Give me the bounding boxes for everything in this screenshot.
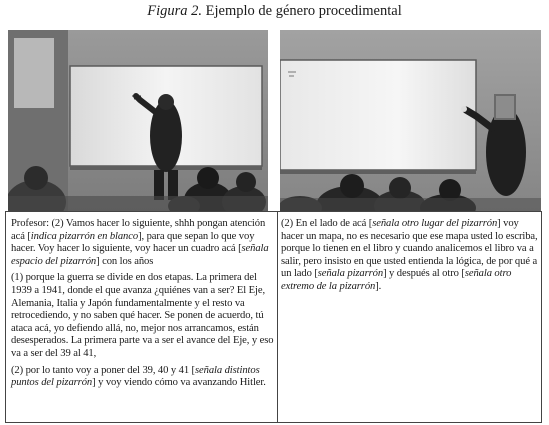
transcript-paragraph [11,365,274,390]
transcript-text: ], para que sepan lo que voy hacer. Voy hacer lo siguiente, voy hacer un cuadro acá [ [11,230,255,255]
stage-direction: señala espacio del pizarrón [11,243,269,267]
transcript-text: (2) por lo tanto voy a poner del 39, 40 y 41 [ [11,364,195,376]
stage-direction: señala pizarrón [317,268,384,280]
transcript-paragraph [11,218,274,268]
classroom-photo-right [280,30,541,211]
stage-direction: indica pizarrón en blanco [30,230,139,242]
transcript-text: (1) porque la guerra se divide en dos etapas. La primera del 1939 a 1941, donde el que avanza ¿quiénes van a ser? El Eje, Alemania, Italia y Japón fundamentalmente y el resto va retrocediendo, y no saben qué hacer. Se ponen de acuerdo, tú ataca acá, yo defiendo allá, no, mejor nos arrancamos, están desesperados. La primera parte va a ser el avance del Eje, y eso va a ser del 39 al 41, [11,272,274,359]
transcript-column-left [11,218,274,394]
stage-direction: señala otro lugar del pizarrón [372,218,498,229]
transcript-text: ]. [375,280,382,292]
figure-label: Figura 2. [147,3,203,19]
transcript-text: ] voy hacer un mapa, no es necesario que ese mapa usted lo escriba, porque lo tienen en el libro y cuando analicemos el libro va a salir, pero insisto en que usted entienda la lógica, de por qué a un lado [ [281,218,538,280]
transcript-text: ] y voy viendo cómo va avanzando Hitler. [92,377,266,389]
transcript-text: (2) En el lado de acá [ [281,218,373,229]
column-divider [277,212,278,422]
figure-title: Ejemplo de género procedimental [205,3,402,19]
stage-direction: señala distintos puntos del pizarrón [11,364,260,389]
stage-direction: señala otro extremo de la pizarrón [281,268,512,292]
transcript-text: ] y después al otro [ [383,268,465,280]
transcript-text: ] con los años [96,255,154,267]
transcript-paragraph [281,218,539,294]
figure-caption [0,2,549,20]
classroom-photo-left [8,30,268,211]
transcript-box [5,211,542,423]
transcript-column-right [281,218,539,298]
transcript-text: Profesor: (2) Vamos hacer lo siguiente, shhh pongan atención acá [ [11,218,266,242]
transcript-paragraph [11,272,274,360]
